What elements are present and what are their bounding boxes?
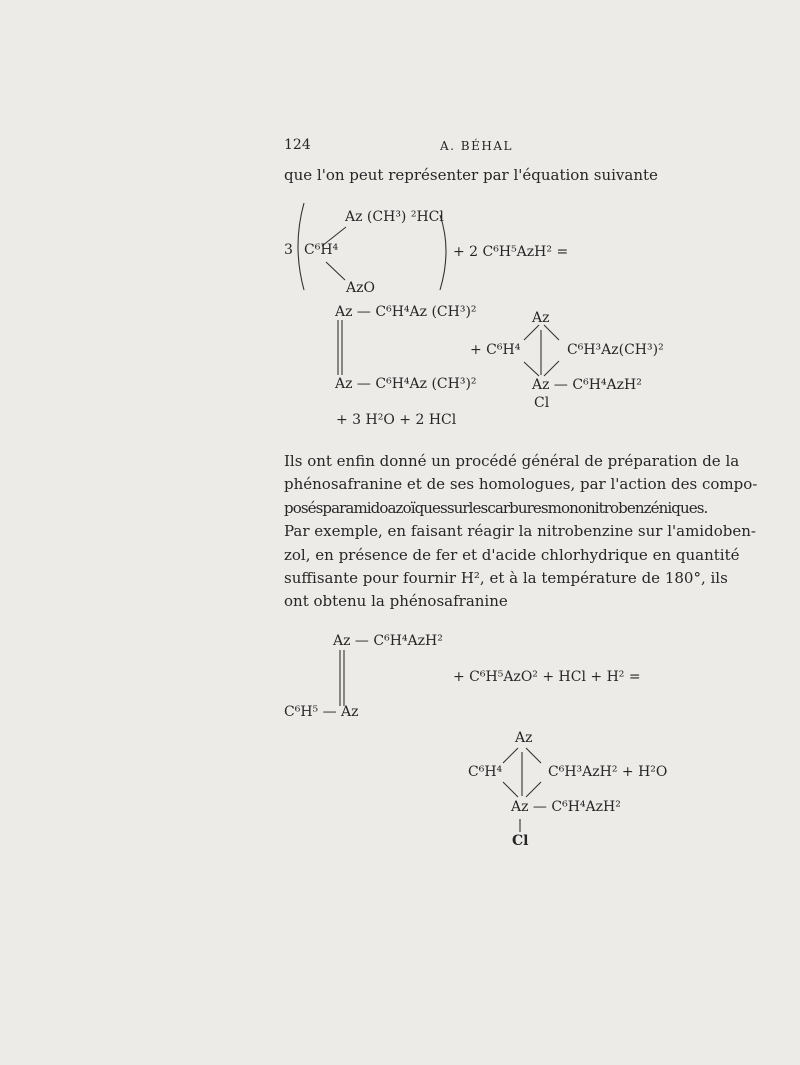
- p2-diag-br: [544, 361, 559, 376]
- p2-diag-tr: [544, 325, 559, 340]
- p1-byproducts: + 3 H²O + 2 HCl: [336, 412, 457, 428]
- paragraph-line: zol, en présence de fer et d'acide chlorhydrique en quantité: [284, 546, 740, 564]
- p2-right: C⁶H³Az(CH³)²: [567, 342, 664, 358]
- intro-line: que l'on peut représenter par l'équation suivante: [284, 166, 658, 184]
- p2-diag-bl: [524, 362, 539, 376]
- p3-chlorine: Cl: [512, 833, 529, 849]
- paragraph-line: ont obtenu la phénosafranine: [284, 592, 508, 610]
- p3-diag-br: [526, 782, 541, 797]
- running-title: A. BÉHAL: [440, 139, 513, 153]
- eq1-bottom-group: AzO: [346, 280, 375, 296]
- p3-left: C⁶H⁴: [468, 764, 503, 780]
- p3-top: Az: [515, 730, 533, 746]
- paragraph-line: posésparamidoazoïquessurlescarburesmononitrobenzéniques.: [284, 499, 708, 517]
- p3-diag-tr: [526, 748, 541, 763]
- p2-diag-tl: [524, 325, 539, 340]
- paragraph-line: Par exemple, en faisant réagir la nitrobenzine sur l'amidoben-: [284, 522, 756, 540]
- p1-row2: Az — C⁶H⁴Az (CH³)²: [335, 376, 477, 392]
- eq1-center-group: C⁶H⁴: [304, 242, 339, 258]
- p3-bottom: Az — C⁶H⁴AzH²: [511, 799, 621, 815]
- p2-bottom: Az — C⁶H⁴AzH²: [532, 377, 642, 393]
- p3-diag-bl: [503, 782, 518, 797]
- bond-down-1: [326, 262, 345, 280]
- eq1-top-group: Az (CH³) ²HCl: [345, 209, 444, 225]
- p3-right: C⁶H³AzH² + H²O: [548, 764, 668, 780]
- eq2-top-group: Az — C⁶H⁴AzH²: [333, 633, 443, 649]
- p2-chlorine: Cl: [534, 395, 550, 411]
- paragraph-line: phénosafranine et de ses homologues, par l'action des compo-: [284, 475, 758, 493]
- eq1-coefficient: 3: [284, 242, 293, 258]
- paragraph-line: Ils ont enfin donné un procédé général de préparation de la: [284, 452, 740, 470]
- p2-top: Az: [532, 310, 550, 326]
- eq1-rhs-addend: + 2 C⁶H⁵AzH² =: [453, 244, 569, 260]
- page-number: 124: [284, 137, 311, 153]
- eq2-rhs: + C⁶H⁵AzO² + HCl + H² =: [453, 669, 641, 685]
- p1-row1: Az — C⁶H⁴Az (CH³)²: [335, 304, 477, 320]
- right-parenthesis: [440, 215, 446, 290]
- p3-diag-tl: [503, 748, 518, 763]
- p2-plus-left: + C⁶H⁴: [470, 342, 521, 358]
- paragraph-line: suffisante pour fournir H², et à la température de 180°, ils: [284, 569, 728, 587]
- eq2-bottom-group: C⁶H⁵ — Az: [284, 704, 359, 720]
